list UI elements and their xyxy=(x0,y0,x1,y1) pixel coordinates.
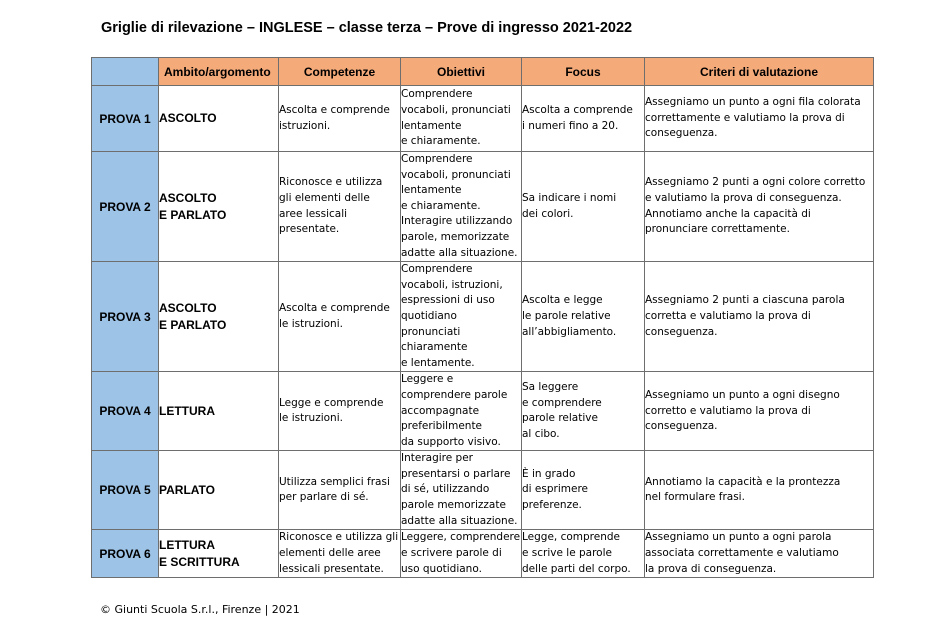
obiettivi-cell: Comprendere vocaboli, pronunciati lentamente e chiaramente. Interagire utilizzando parole, memorizzate adatte alla situazione. xyxy=(401,152,522,262)
table-row xyxy=(92,262,874,372)
ambito-cell xyxy=(159,372,279,451)
obiettivi-cell: Interagire per presentarsi o parlare di sé, utilizzando parole memorizzate adatte alla situazione. xyxy=(401,451,522,530)
table-row xyxy=(92,152,874,262)
ambito-cell xyxy=(159,451,279,530)
competenze-cell: Riconosce e utilizza gli elementi delle aree lessicali presentate. xyxy=(279,530,401,578)
obiettivi-cell: Comprendere vocaboli, istruzioni, espressioni di uso quotidiano pronunciati chiaramente e lentamente. xyxy=(401,262,522,372)
competenze-cell: Utilizza semplici frasi per parlare di sé. xyxy=(279,451,401,530)
table-header-row xyxy=(92,58,874,86)
ambito-text: LETTURA xyxy=(159,403,215,418)
focus-cell: Sa leggere e comprendere parole relative al cibo. xyxy=(522,372,645,451)
prova-label: PROVA 2 xyxy=(92,152,159,262)
criteri-cell: Assegniamo un punto a ogni parola associata correttamente e valutiamo la prova di conseguenza. xyxy=(645,530,874,578)
prova-label: PROVA 1 xyxy=(92,86,159,152)
criteri-cell: Assegniamo 2 punti a ogni colore corretto e valutiamo la prova di conseguenza. Annotiamo anche la capacità di pronunciare correttamente. xyxy=(645,152,874,262)
competenze-cell: Riconosce e utilizza gli elementi delle aree lessicali presentate. xyxy=(279,152,401,262)
criteri-cell: Annotiamo la capacità e la prontezza nel formulare frasi. xyxy=(645,451,874,530)
copyright-footer: © Giunti Scuola S.r.l., Firenze | 2021 xyxy=(100,603,300,616)
ambito-cell xyxy=(159,86,279,152)
header-focus: Focus xyxy=(522,58,645,86)
ambito-text: ASCOLTO E PARLATO xyxy=(159,300,227,332)
header-corner-cell xyxy=(92,58,159,86)
obiettivi-cell: Leggere e comprendere parole accompagnate preferibilmente da supporto visivo. xyxy=(401,372,522,451)
prova-label: PROVA 5 xyxy=(92,451,159,530)
header-criteri: Criteri di valutazione xyxy=(645,58,874,86)
evaluation-table xyxy=(91,57,874,578)
focus-cell: È in grado di esprimere preferenze. xyxy=(522,451,645,530)
ambito-cell xyxy=(159,262,279,372)
ambito-cell xyxy=(159,530,279,578)
prova-label: PROVA 6 xyxy=(92,530,159,578)
criteri-cell: Assegniamo un punto a ogni disegno corretto e valutiamo la prova di conseguenza. xyxy=(645,372,874,451)
focus-cell: Ascolta a comprende i numeri fino a 20. xyxy=(522,86,645,152)
focus-cell: Ascolta e legge le parole relative all’abbigliamento. xyxy=(522,262,645,372)
prova-label: PROVA 4 xyxy=(92,372,159,451)
header-obiettivi: Obiettivi xyxy=(401,58,522,86)
header-ambito: Ambito/argomento xyxy=(159,58,279,86)
competenze-cell: Legge e comprende le istruzioni. xyxy=(279,372,401,451)
table-row xyxy=(92,372,874,451)
header-competenze: Competenze xyxy=(279,58,401,86)
focus-cell: Legge, comprende e scrive le parole delle parti del corpo. xyxy=(522,530,645,578)
table-row xyxy=(92,86,874,152)
obiettivi-cell: Comprendere vocaboli, pronunciati lentamente e chiaramente. xyxy=(401,86,522,152)
obiettivi-cell: Leggere, comprendere e scrivere parole di uso quotidiano. xyxy=(401,530,522,578)
ambito-text: PARLATO xyxy=(159,482,215,497)
focus-cell: Sa indicare i nomi dei colori. xyxy=(522,152,645,262)
criteri-cell: Assegniamo un punto a ogni fila colorata correttamente e valutiamo la prova di conseguenza. xyxy=(645,86,874,152)
ambito-cell xyxy=(159,152,279,262)
competenze-cell: Ascolta e comprende le istruzioni. xyxy=(279,262,401,372)
criteri-cell: Assegniamo 2 punti a ciascuna parola corretta e valutiamo la prova di conseguenza. xyxy=(645,262,874,372)
ambito-text: ASCOLTO xyxy=(159,111,217,125)
table-row xyxy=(92,451,874,530)
table-row xyxy=(92,530,874,578)
ambito-text: ASCOLTO E PARLATO xyxy=(159,190,227,222)
document-title: Griglie di rilevazione – INGLESE – classe terza – Prove di ingresso 2021-2022 xyxy=(101,20,633,36)
ambito-text: LETTURA E SCRITTURA xyxy=(159,537,240,569)
prova-label: PROVA 3 xyxy=(92,262,159,372)
competenze-cell: Ascolta e comprende istruzioni. xyxy=(279,86,401,152)
